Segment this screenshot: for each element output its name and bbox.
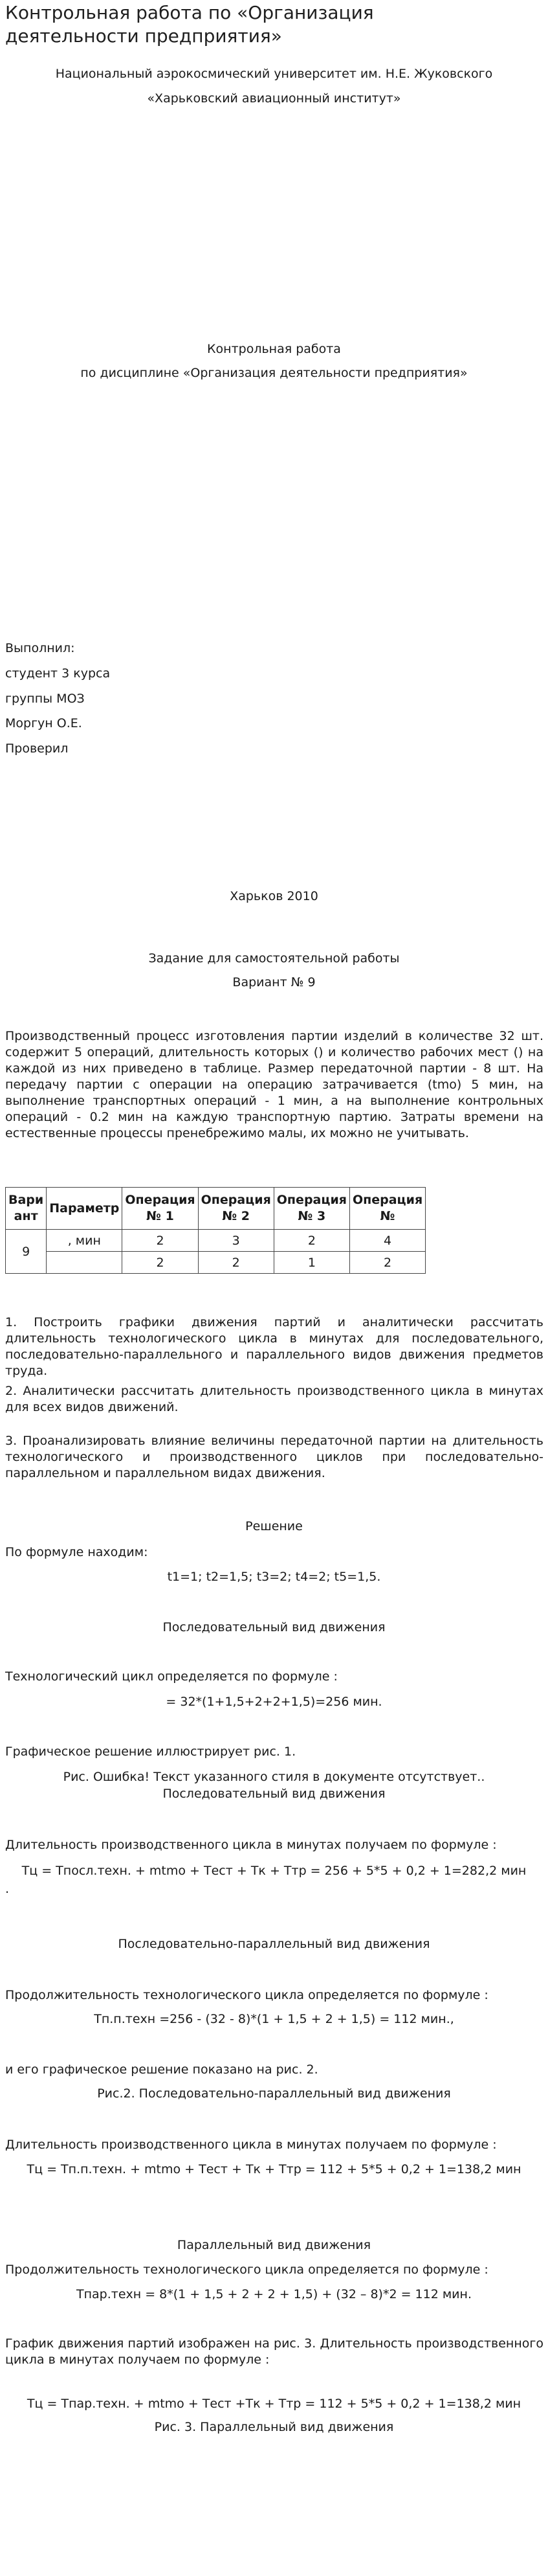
table-row [6, 1252, 426, 1274]
parallel-cycle-formula: Тпар.техн = 8*(1 + 1,5 + 2 + 2 + 1,5) + (32 – 8)*2 = 112 мин. [76, 2287, 472, 2301]
seq-par-heading: Последовательно-параллельный вид движения [118, 1937, 430, 1951]
parallel-production-formula: Тц = Тпар.техн. + mtmo + Тест +Тк + Ттр = 112 + 5*5 + 0,2 + 1=138,2 мин [27, 2397, 521, 2411]
sequential-figure-caption: Последовательный вид движения [162, 1787, 386, 1801]
parallel-heading: Параллельный вид движения [177, 2238, 371, 2252]
sequential-production-text: Длительность производственного цикла в минутах получаем по формуле : [5, 1838, 497, 1852]
discipline-line: по дисциплине «Организация деятельности предприятия» [80, 366, 468, 380]
table-header-row [6, 1188, 426, 1230]
parameters-table [5, 1187, 426, 1274]
table-cell: 2 [349, 1252, 425, 1274]
task-item-1: 1. Построить графики движения партий и аналитически рассчитать длительность технологического цикла в минутах для последовательного, последовательно-параллельного и параллельного видов движения предметов труда. [5, 1315, 543, 1378]
student-course: студент 3 курса [5, 666, 111, 681]
task-item-3: 3. Проанализировать влияние величины передаточной партии на длительность технологического и производственного циклов при последовательно-параллельном и параллельном видах движения. [5, 1434, 543, 1480]
parameters-table-viewport [5, 1187, 423, 1271]
seq-par-production-formula: Тц = Тп.п.техн. + mtmo + Тест + Тк + Ттр = 112 + 5*5 + 0,2 + 1=138,2 мин [27, 2162, 521, 2176]
table-row [6, 1230, 426, 1252]
seq-par-figure-caption: Рис.2. Последовательно-параллельный вид движения [97, 2086, 451, 2101]
table-cell: 3 [198, 1230, 274, 1252]
seq-par-graph-text: и его графическое решение показано на рис. 2. [5, 2062, 318, 2077]
city-year: Харьков 2010 [230, 889, 318, 903]
sequential-cycle-text: Технологический цикл определяется по формуле : [5, 1669, 338, 1684]
seq-par-production-text: Длительность производственного цикла в минутах получаем по формуле : [5, 2138, 497, 2152]
table-cell: 2 [122, 1252, 198, 1274]
sequential-graph-text: Графическое решение иллюстрирует рис. 1. [5, 1745, 296, 1759]
table-cell: 1 [274, 1252, 349, 1274]
work-title: Контрольная работа [207, 342, 341, 356]
document-title: Контрольная работа по «Организация деятельности предприятия» [5, 2, 374, 47]
table-cell-param: , мин [47, 1230, 122, 1252]
table-header-cell: Вари ант [6, 1188, 47, 1230]
table-header-cell: Операция № 3 [274, 1188, 349, 1230]
university-name: Национальный аэрокосмический университет им. Н.Е. Жуковского [55, 67, 493, 81]
seq-par-cycle-text: Продолжительность технологического цикла определяется по формуле : [5, 1988, 488, 2002]
parallel-figure-caption: Рис. 3. Параллельный вид движения [154, 2420, 394, 2434]
formula-intro: По формуле находим: [5, 1545, 148, 1559]
table-cell: 2 [274, 1230, 349, 1252]
sequential-heading: Последовательный вид движения [162, 1620, 386, 1634]
task-intro-paragraph: Производственный процесс изготовления партии изделий в количестве 32 шт. содержит 5 операций, длительность которых () и количество рабочих мест () на каждой из них приведено в таблице. Размер передаточной партии - 8 шт. На передачу партии с операции на операцию затрачивается (tmo) 5 мин, на выполнение транспортных операций - 1 мин, а на выполнение контрольных операций - 0.2 мин на каждую транспортную партию. Затраты времени на естественные процессы пренебрежимо малы, их можно не учитывать. [5, 1029, 543, 1140]
student-group: группы МОЗ [5, 692, 85, 706]
task-item-2: 2. Аналитически рассчитать длительность производственного цикла в минутах для всех видов движений. [5, 1384, 543, 1414]
table-header-cell: Параметр [47, 1188, 122, 1230]
t-values: t1=1; t2=1,5; t3=2; t4=2; t5=1,5. [167, 1570, 381, 1584]
table-header-cell: Операция № [349, 1188, 425, 1230]
parallel-graph-text: График движения партий изображен на рис. 3. Длительность производственного цикла в минутах получаем по формуле : [5, 2336, 543, 2367]
student-name: Моргун О.Е. [5, 716, 82, 730]
table-header-cell: Операция № 2 [198, 1188, 274, 1230]
solution-heading: Решение [245, 1519, 303, 1533]
task-title: Задание для самостоятельной работы [148, 951, 400, 966]
sequential-production-formula: Тц = Тпосл.техн. + mtmo + Тест + Тк + Ттр = 256 + 5*5 + 0,2 + 1=282,2 мин [21, 1864, 527, 1878]
table-header-cell: Операция № 1 [122, 1188, 198, 1230]
table-cell: 4 [349, 1230, 425, 1252]
table-cell-param [47, 1252, 122, 1274]
done-by-label: Выполнил: [5, 641, 75, 655]
stray-period: . [5, 1882, 10, 1896]
table-cell: 2 [198, 1252, 274, 1274]
table-cell-variant: 9 [6, 1230, 47, 1274]
sequential-cycle-formula: = 32*(1+1,5+2+2+1,5)=256 мин. [166, 1695, 382, 1709]
parallel-cycle-text: Продолжительность технологического цикла определяется по формуле : [5, 2263, 488, 2277]
table-cell: 2 [122, 1230, 198, 1252]
institute-name: «Харьковский авиационный институт» [147, 91, 401, 106]
figure-error-text: Рис. Ошибка! Текст указанного стиля в документе отсутствует.. [63, 1770, 485, 1784]
variant-number: Вариант № 9 [232, 975, 316, 989]
checked-by-label: Проверил [5, 741, 69, 756]
seq-par-cycle-formula: Тп.п.техн =256 - (32 - 8)*(1 + 1,5 + 2 + 1,5) = 112 мин., [94, 2012, 454, 2026]
